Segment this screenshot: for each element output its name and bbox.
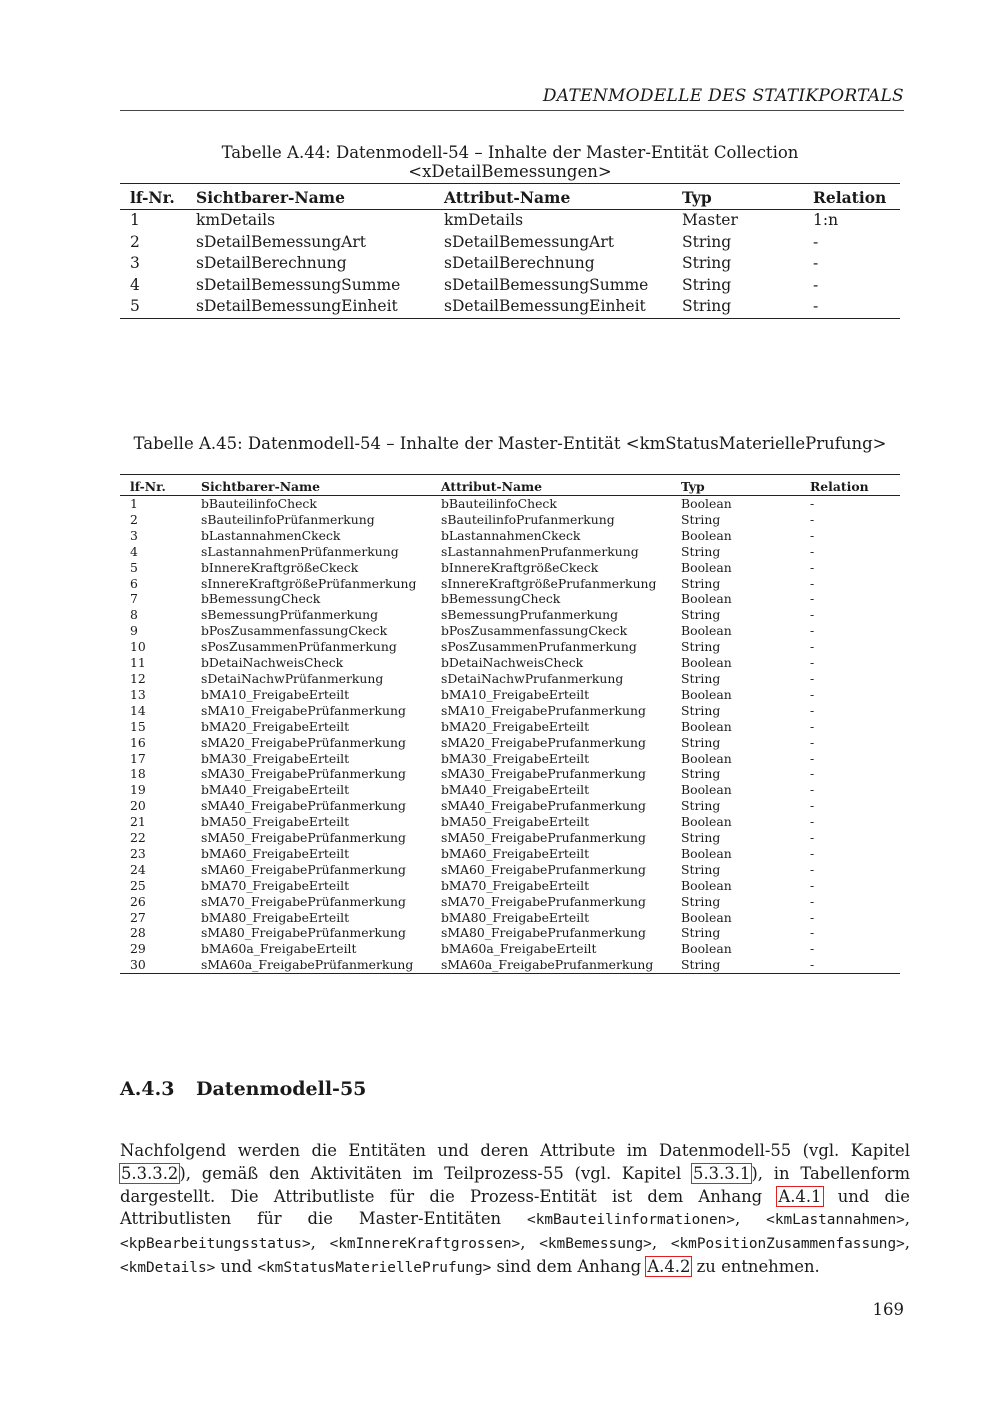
table-cell: 26 bbox=[130, 893, 146, 909]
paragraph-text: und bbox=[215, 1256, 258, 1276]
table-cell: Boolean bbox=[681, 845, 732, 861]
code-entity: <kmInnereKraftgrossen> bbox=[329, 1236, 521, 1253]
table-row bbox=[120, 253, 900, 275]
table-cell: Boolean bbox=[681, 909, 732, 925]
table-cell: 16 bbox=[130, 734, 146, 750]
table-cell: sMA50_FreigabePrüfanmerkung bbox=[201, 830, 406, 846]
paragraph-text: sind dem Anhang bbox=[491, 1256, 647, 1276]
table-cell: bBemessungCheck bbox=[441, 591, 561, 607]
table-cell: - bbox=[810, 957, 815, 973]
table-cell: sDetailBemessungEinheit bbox=[444, 297, 646, 315]
table-cell: 4 bbox=[130, 543, 138, 559]
table-cell: sMA20_FreigabePrufanmerkung bbox=[441, 734, 646, 750]
table-row bbox=[120, 782, 900, 798]
table-cell: sBauteilinfoPrufanmerkung bbox=[441, 511, 615, 527]
table-cell: - bbox=[810, 814, 815, 830]
table-cell: 6 bbox=[130, 575, 138, 591]
table-cell: 29 bbox=[130, 941, 146, 957]
table-row bbox=[120, 703, 900, 719]
code-entity: <kmLastannahmen> bbox=[766, 1212, 905, 1229]
table-cell: 22 bbox=[130, 830, 146, 846]
table-cell: String bbox=[681, 607, 721, 623]
table-cell: 19 bbox=[130, 782, 146, 798]
table-cell: String bbox=[681, 925, 721, 941]
table-row bbox=[120, 766, 900, 782]
table-cell: - bbox=[813, 254, 819, 272]
table-cell: String bbox=[682, 297, 732, 315]
table1-col-header: Typ bbox=[682, 184, 813, 210]
table-cell: sMA80_FreigabePrüfanmerkung bbox=[201, 925, 406, 941]
table-cell: bMA60a_FreigabeErteilt bbox=[441, 941, 597, 957]
table-cell: - bbox=[810, 734, 815, 750]
table-row bbox=[120, 719, 900, 735]
table-cell: sMA40_FreigabePrufanmerkung bbox=[441, 798, 646, 814]
table-cell: - bbox=[810, 639, 815, 655]
table-cell: 17 bbox=[130, 750, 146, 766]
table-row bbox=[120, 560, 900, 576]
table-row bbox=[120, 878, 900, 894]
table-cell: bInnereKraftgrößeCkeck bbox=[201, 559, 359, 575]
table-cell: sLastannahmenPrufanmerkung bbox=[441, 543, 639, 559]
table-cell: 13 bbox=[130, 686, 146, 702]
table-cell: String bbox=[681, 798, 721, 814]
table-cell: - bbox=[810, 511, 815, 527]
table-cell: 10 bbox=[130, 639, 146, 655]
table1-body bbox=[120, 210, 900, 319]
table-cell: bDetaiNachweisCheck bbox=[441, 655, 584, 671]
table1-caption: Tabelle A.44: Datenmodell-54 – Inhalte der Master-Entität Collection <xDetailBemessungen> bbox=[221, 143, 799, 181]
table-cell: - bbox=[810, 527, 815, 543]
table-cell: - bbox=[810, 543, 815, 559]
appendix-link-a-4-2[interactable]: A.4.2 bbox=[647, 1256, 691, 1276]
table-cell: bMA50_FreigabeErteilt bbox=[441, 814, 590, 830]
table-cell: - bbox=[810, 877, 815, 893]
table-cell: 1:n bbox=[813, 211, 839, 229]
table-cell: bInnereKraftgrößeCkeck bbox=[441, 559, 599, 575]
table-cell: bMA60a_FreigabeErteilt bbox=[201, 941, 357, 957]
table-cell: String bbox=[681, 575, 721, 591]
table-cell: bMA10_FreigabeErteilt bbox=[441, 686, 590, 702]
table-cell: Boolean bbox=[681, 655, 732, 671]
table-cell: - bbox=[810, 559, 815, 575]
table-cell: sMA10_FreigabePrüfanmerkung bbox=[201, 702, 406, 718]
table-cell: bBauteilinfoCheck bbox=[441, 496, 557, 511]
table-cell: 1 bbox=[130, 496, 138, 511]
table2-col-header: lf-Nr. bbox=[120, 475, 201, 496]
table-cell: Boolean bbox=[681, 718, 732, 734]
table-cell: sInnereKraftgrößePrüfanmerkung bbox=[201, 575, 417, 591]
chapter-link-5-3-3-2[interactable]: 5.3.3.2 bbox=[121, 1163, 179, 1183]
table-cell: 2 bbox=[130, 511, 138, 527]
table-cell: 3 bbox=[130, 254, 140, 272]
table-cell: sDetaiNachwPrufanmerkung bbox=[441, 670, 624, 686]
table-row bbox=[120, 275, 900, 297]
table-cell: 5 bbox=[130, 297, 140, 315]
table-cell: Master bbox=[682, 211, 738, 229]
table-row bbox=[120, 687, 900, 703]
table2-col-header: Attribut-Name bbox=[441, 475, 681, 496]
table-cell: String bbox=[681, 893, 721, 909]
table-cell: String bbox=[681, 511, 721, 527]
table-cell: - bbox=[810, 623, 815, 639]
table-cell: sDetailBemessungEinheit bbox=[196, 297, 398, 315]
table1-header-row bbox=[120, 184, 900, 210]
table-cell: 27 bbox=[130, 909, 146, 925]
code-entity: <kpBearbeitungsstatus> bbox=[120, 1236, 311, 1253]
table-cell: - bbox=[810, 686, 815, 702]
table-cell: bLastannahmenCkeck bbox=[201, 527, 341, 543]
table-cell: String bbox=[681, 639, 721, 655]
table-cell: - bbox=[810, 782, 815, 798]
table-cell: sMA50_FreigabePrufanmerkung bbox=[441, 830, 646, 846]
table-cell: bMA40_FreigabeErteilt bbox=[201, 782, 350, 798]
table-cell: 15 bbox=[130, 718, 146, 734]
table-cell: String bbox=[681, 861, 721, 877]
running-header bbox=[120, 86, 904, 111]
table-cell: bMA70_FreigabeErteilt bbox=[441, 877, 590, 893]
table-cell: - bbox=[810, 591, 815, 607]
table-cell: sBemessungPrufanmerkung bbox=[441, 607, 619, 623]
table-cell: bPosZusammenfassungCkeck bbox=[201, 623, 388, 639]
paragraph-text: zu entnehmen. bbox=[691, 1256, 820, 1276]
appendix-link-a-4-1[interactable]: A.4.1 bbox=[778, 1186, 822, 1206]
table-row bbox=[120, 639, 900, 655]
table-cell: - bbox=[810, 893, 815, 909]
table-row bbox=[120, 210, 900, 232]
table1-col-header: lf-Nr. bbox=[120, 184, 196, 210]
table-row bbox=[120, 957, 900, 973]
table-cell: 8 bbox=[130, 607, 138, 623]
table-cell: - bbox=[810, 845, 815, 861]
paragraph-text: , bbox=[651, 1233, 671, 1253]
table-cell: Boolean bbox=[681, 877, 732, 893]
table-cell: - bbox=[810, 607, 815, 623]
table-cell: 11 bbox=[130, 655, 146, 671]
table-row bbox=[120, 941, 900, 957]
code-entity: <kmStatusMateriellePrufung> bbox=[257, 1259, 492, 1276]
table-cell: kmDetails bbox=[444, 211, 524, 229]
table-cell: 23 bbox=[130, 845, 146, 861]
table-cell: bMA50_FreigabeErteilt bbox=[201, 814, 350, 830]
table-row bbox=[120, 512, 900, 528]
table-cell: 3 bbox=[130, 527, 138, 543]
table-row bbox=[120, 232, 900, 254]
paragraph-text: , bbox=[520, 1233, 540, 1253]
paragraph-text: ), in Tabellenform dargestellt. Die Attributliste für die Prozess-Entität ist dem Anhang bbox=[120, 1163, 911, 1206]
table-row bbox=[120, 576, 900, 592]
table-cell: Boolean bbox=[681, 527, 732, 543]
paragraph-text: Nachfolgend werden die Entitäten und deren Attribute im Datenmodell-55 (vgl. Kapitel bbox=[120, 1141, 910, 1160]
table-cell: Boolean bbox=[681, 814, 732, 830]
table2-body bbox=[120, 496, 900, 974]
table-cell: bPosZusammenfassungCkeck bbox=[441, 623, 628, 639]
table-cell: Boolean bbox=[681, 686, 732, 702]
code-entity: <kmDetails> bbox=[120, 1259, 216, 1276]
paragraph-text: ), gemäß den Aktivitäten im Teilprozess-55 (vgl. Kapitel bbox=[179, 1163, 693, 1183]
table-cell: bMA60_FreigabeErteilt bbox=[441, 845, 590, 861]
table-cell: 1 bbox=[130, 211, 140, 229]
table-cell: bLastannahmenCkeck bbox=[441, 527, 581, 543]
table-row bbox=[120, 830, 900, 846]
table-cell: bMA70_FreigabeErteilt bbox=[201, 877, 350, 893]
table-cell: bMA80_FreigabeErteilt bbox=[201, 909, 350, 925]
table-cell: String bbox=[681, 766, 721, 782]
table-row bbox=[120, 798, 900, 814]
table-cell: sBemessungPrüfanmerkung bbox=[201, 607, 379, 623]
table-cell: Boolean bbox=[681, 941, 732, 957]
table-cell: sMA60_FreigabePrüfanmerkung bbox=[201, 861, 406, 877]
table-cell: sDetailBemessungSumme bbox=[444, 275, 649, 294]
table-cell: bMA10_FreigabeErteilt bbox=[201, 686, 350, 702]
table-row bbox=[120, 623, 900, 639]
table-cell: bMA60_FreigabeErteilt bbox=[201, 845, 350, 861]
table-cell: - bbox=[813, 297, 819, 315]
table-cell: sLastannahmenPrüfanmerkung bbox=[201, 543, 399, 559]
table-cell: sDetailBerechnung bbox=[196, 254, 347, 272]
table-cell: String bbox=[681, 957, 721, 973]
table-cell: - bbox=[810, 766, 815, 782]
table2-col-header: Typ bbox=[681, 475, 810, 496]
table-cell: - bbox=[810, 655, 815, 671]
table-cell: sMA20_FreigabePrüfanmerkung bbox=[201, 734, 406, 750]
table-cell: 18 bbox=[130, 766, 146, 782]
table-cell: 14 bbox=[130, 702, 146, 718]
table-cell: - bbox=[810, 496, 815, 511]
table-row bbox=[120, 496, 900, 512]
section-heading bbox=[120, 1078, 366, 1100]
table-cell: sMA10_FreigabePrufanmerkung bbox=[441, 702, 646, 718]
table-row bbox=[120, 591, 900, 607]
table-cell: 7 bbox=[130, 591, 138, 607]
paragraph-text: , bbox=[904, 1233, 911, 1253]
code-entity: <kmPositionZusammenfassung> bbox=[670, 1236, 905, 1253]
paragraph-text: , bbox=[734, 1209, 767, 1229]
table-cell: String bbox=[682, 275, 732, 294]
table2-header-row bbox=[120, 475, 900, 496]
paragraph-text: , bbox=[310, 1233, 330, 1253]
table-cell: Boolean bbox=[681, 623, 732, 639]
table-cell: - bbox=[810, 718, 815, 734]
table-cell: - bbox=[810, 830, 815, 846]
table-cell: 30 bbox=[130, 957, 146, 973]
table-cell: - bbox=[810, 925, 815, 941]
table-cell: - bbox=[813, 275, 819, 294]
table-a45 bbox=[120, 474, 900, 974]
table-cell: String bbox=[681, 543, 721, 559]
table-cell: - bbox=[810, 941, 815, 957]
table-cell: sDetailBemessungArt bbox=[444, 232, 615, 251]
table-cell: - bbox=[813, 232, 819, 251]
table-row bbox=[120, 296, 900, 318]
table-row bbox=[120, 655, 900, 671]
table-row bbox=[120, 671, 900, 687]
table-cell: - bbox=[810, 750, 815, 766]
table-cell: 25 bbox=[130, 877, 146, 893]
table-cell: String bbox=[682, 232, 732, 251]
page-number: 169 bbox=[872, 1300, 904, 1319]
table-a44 bbox=[120, 183, 900, 319]
table-cell: bMA30_FreigabeErteilt bbox=[201, 750, 350, 766]
paragraph-text: , bbox=[904, 1209, 910, 1229]
table-cell: bBauteilinfoCheck bbox=[201, 496, 317, 511]
table-cell: 28 bbox=[130, 925, 146, 941]
table-cell: sMA60a_FreigabePrüfanmerkung bbox=[201, 957, 414, 973]
table-cell: bBemessungCheck bbox=[201, 591, 321, 607]
table-cell: sDetailBemessungArt bbox=[196, 232, 367, 251]
table-cell: sMA30_FreigabePrüfanmerkung bbox=[201, 766, 406, 782]
table-row bbox=[120, 607, 900, 623]
table-cell: bMA30_FreigabeErteilt bbox=[441, 750, 590, 766]
table1-col-header: Relation bbox=[813, 184, 900, 210]
table-row bbox=[120, 528, 900, 544]
table-cell: String bbox=[681, 734, 721, 750]
table-cell: 2 bbox=[130, 232, 140, 251]
table2-col-header: Relation bbox=[810, 475, 900, 496]
table-row bbox=[120, 544, 900, 560]
table-cell: sMA30_FreigabePrufanmerkung bbox=[441, 766, 646, 782]
code-entity: <kmBemessung> bbox=[539, 1236, 652, 1253]
table2-col-header: Sichtbarer-Name bbox=[201, 475, 441, 496]
table-cell: Boolean bbox=[681, 559, 732, 575]
table-cell: sMA80_FreigabePrufanmerkung bbox=[441, 925, 646, 941]
table-cell: bMA40_FreigabeErteilt bbox=[441, 782, 590, 798]
table-cell: String bbox=[681, 702, 721, 718]
table-cell: sPosZusammenPrufanmerkung bbox=[441, 639, 637, 655]
table-cell: - bbox=[810, 702, 815, 718]
table-cell: bMA80_FreigabeErteilt bbox=[441, 909, 590, 925]
section-title: Datenmodell-55 bbox=[196, 1078, 367, 1100]
table-cell: - bbox=[810, 861, 815, 877]
table-row bbox=[120, 925, 900, 941]
table-cell: sMA60_FreigabePrufanmerkung bbox=[441, 861, 646, 877]
table-cell: kmDetails bbox=[196, 211, 276, 229]
table-row bbox=[120, 894, 900, 910]
table-cell: String bbox=[682, 254, 732, 272]
table-cell: Boolean bbox=[681, 496, 732, 511]
running-header-title: DATENMODELLE DES STATIKPORTALS bbox=[542, 86, 904, 106]
table2-caption: Tabelle A.45: Datenmodell-54 – Inhalte der Master-Entität <kmStatusMateriellePrufung> bbox=[133, 434, 887, 453]
table-cell: 24 bbox=[130, 861, 146, 877]
table-row bbox=[120, 846, 900, 862]
chapter-link-5-3-3-1[interactable]: 5.3.3.1 bbox=[693, 1163, 751, 1183]
table-cell: bMA20_FreigabeErteilt bbox=[201, 718, 350, 734]
table-cell: String bbox=[681, 670, 721, 686]
table-cell: sMA70_FreigabePrufanmerkung bbox=[441, 893, 646, 909]
table-cell: String bbox=[681, 830, 721, 846]
table-cell: 9 bbox=[130, 623, 138, 639]
table-cell: - bbox=[810, 575, 815, 591]
table-row bbox=[120, 751, 900, 767]
table-cell: bMA20_FreigabeErteilt bbox=[441, 718, 590, 734]
section-paragraph bbox=[120, 1140, 910, 1280]
table-cell: - bbox=[810, 909, 815, 925]
table-row bbox=[120, 814, 900, 830]
table-cell: 12 bbox=[130, 670, 146, 686]
table-cell: sDetailBerechnung bbox=[444, 254, 595, 272]
table1-col-header: Sichtbarer-Name bbox=[196, 184, 444, 210]
table-cell: sPosZusammenPrüfanmerkung bbox=[201, 639, 397, 655]
table-row bbox=[120, 735, 900, 751]
paragraph-text: und die Attributlisten für die Master-Entitäten bbox=[120, 1186, 910, 1229]
table-row bbox=[120, 910, 900, 926]
table-cell: sDetailBemessungSumme bbox=[196, 275, 401, 294]
table-cell: 21 bbox=[130, 814, 146, 830]
code-entity: <kmBauteilinformationen> bbox=[527, 1212, 735, 1229]
table-cell: - bbox=[810, 798, 815, 814]
table-cell: sMA40_FreigabePrüfanmerkung bbox=[201, 798, 406, 814]
table-cell: sInnereKraftgrößePrufanmerkung bbox=[441, 575, 657, 591]
table-cell: sMA60a_FreigabePrufanmerkung bbox=[441, 957, 654, 973]
table-cell: - bbox=[810, 670, 815, 686]
table-cell: 20 bbox=[130, 798, 146, 814]
table-row bbox=[120, 862, 900, 878]
table-cell: Boolean bbox=[681, 782, 732, 798]
table-cell: Boolean bbox=[681, 750, 732, 766]
table-cell: 4 bbox=[130, 275, 140, 294]
table-cell: sBauteilinfoPrüfanmerkung bbox=[201, 511, 375, 527]
table1-col-header: Attribut-Name bbox=[444, 184, 682, 210]
table-cell: sDetaiNachwPrüfanmerkung bbox=[201, 670, 384, 686]
section-number: A.4.3 bbox=[120, 1078, 175, 1100]
table-cell: Boolean bbox=[681, 591, 732, 607]
table-cell: 5 bbox=[130, 559, 138, 575]
table-cell: bDetaiNachweisCheck bbox=[201, 655, 344, 671]
table-cell: sMA70_FreigabePrüfanmerkung bbox=[201, 893, 406, 909]
